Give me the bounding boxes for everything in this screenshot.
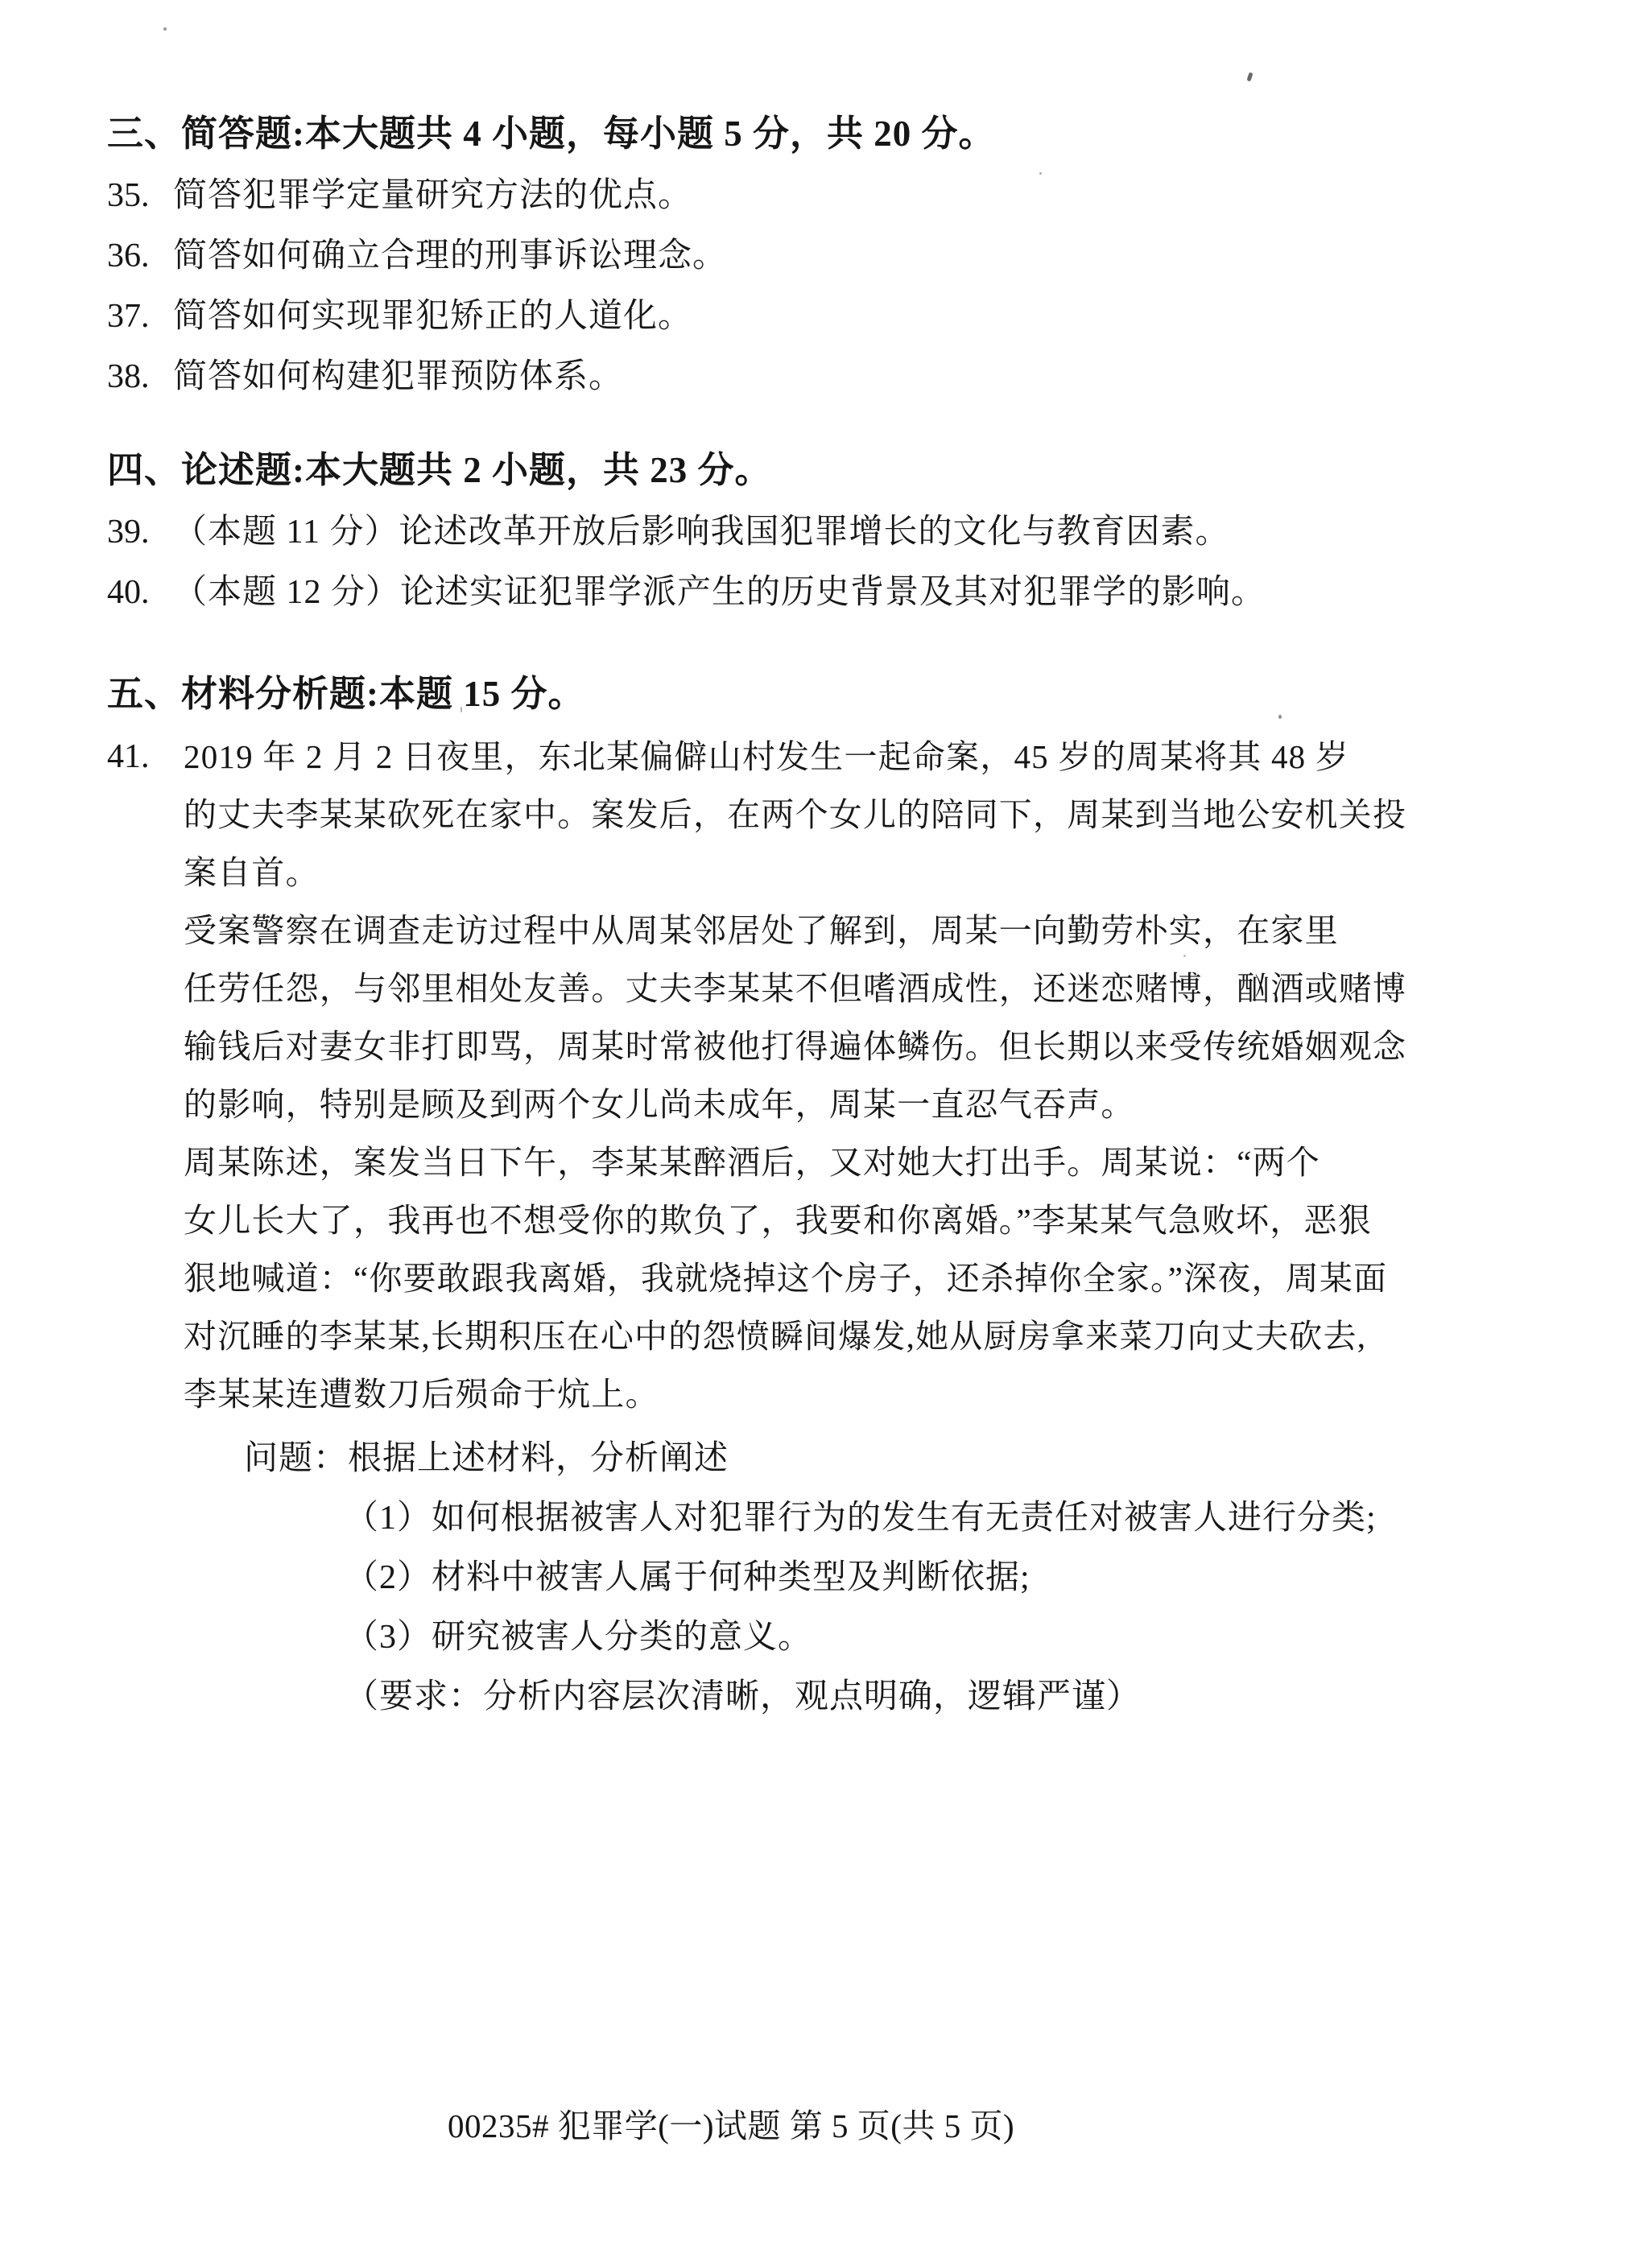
question-text: 简答如何构建犯罪预防体系。 bbox=[173, 358, 624, 395]
sub-question: （3）研究被害人分类的意义。 bbox=[345, 1619, 813, 1656]
question-text: 简答犯罪学定量研究方法的优点。 bbox=[173, 177, 693, 214]
question-item bbox=[107, 287, 1563, 347]
text-line: 对沉睡的李某某,长期积压在心中的怨愤瞬间爆发,她从厨房拿来菜刀向丈夫砍去, bbox=[184, 1318, 1367, 1355]
material-questions-block bbox=[107, 1429, 1563, 1727]
text-line: 输钱后对妻女非打即骂，周某时常被他打得遍体鳞伤。但长期以来受传统婚姻观念 bbox=[184, 1028, 1407, 1065]
text-line: 2019 年 2 月 2 日夜里，东北某偏僻山村发生一起命案，45 岁的周某将其 48 岁 bbox=[184, 738, 1349, 775]
answer-requirement: （要求：分析内容层次清晰，观点明确，逻辑严谨） bbox=[345, 1678, 1142, 1715]
text-line: 女儿长大了，我再也不想受你的欺负了，我要和你离婚。”李某某气急败坏，恶狠 bbox=[184, 1202, 1372, 1239]
question-text: 简答如何实现罪犯矫正的人道化。 bbox=[173, 298, 693, 335]
scan-artifact bbox=[1278, 715, 1282, 719]
text-line: 李某某连遭数刀后殒命于炕上。 bbox=[184, 1376, 659, 1413]
question-text: 简答如何确立合理的刑事诉讼理念。 bbox=[173, 237, 728, 274]
text-line: 案自首。 bbox=[184, 854, 320, 891]
scan-artifact bbox=[1039, 172, 1042, 175]
question-number: 39. bbox=[107, 514, 150, 551]
section-short-answer bbox=[107, 111, 1563, 407]
material-paragraph-2 bbox=[184, 902, 1563, 1133]
text-line: 的影响，特别是顾及到两个女儿尚未成年，周某一直忍气吞声。 bbox=[184, 1086, 1135, 1123]
question-number: 40. bbox=[107, 574, 150, 611]
scan-artifact bbox=[460, 707, 462, 712]
question-list bbox=[107, 166, 1563, 407]
section-heading: 三、简答题:本大题共 4 小题，每小题 5 分，共 20 分。 bbox=[107, 113, 996, 154]
sub-question-list bbox=[345, 1488, 1563, 1667]
question-text: （本题 12 分）论述实证犯罪学派产生的历史背景及其对犯罪学的影响。 bbox=[173, 574, 1266, 611]
text-line: 周某陈述，案发当日下午，李某某醉酒后，又对她大打出手。周某说：“两个 bbox=[184, 1144, 1320, 1181]
material-paragraph-3 bbox=[184, 1133, 1563, 1423]
material-paragraph-1 bbox=[184, 728, 1563, 902]
question-list bbox=[107, 502, 1563, 623]
question-item bbox=[107, 502, 1563, 563]
scan-artifact bbox=[163, 27, 167, 31]
question-number: 35. bbox=[107, 177, 150, 214]
sub-question: （2）材料中被害人属于何种类型及判断依据; bbox=[345, 1559, 1030, 1596]
question-number: 38. bbox=[107, 358, 150, 395]
question-number: 41. bbox=[107, 738, 150, 775]
question-item bbox=[107, 166, 1563, 226]
question-number: 37. bbox=[107, 298, 150, 335]
section-heading: 四、论述题:本大题共 2 小题，共 23 分。 bbox=[107, 450, 772, 490]
scan-artifact bbox=[1246, 72, 1253, 81]
text-line: 受案警察在调查走访过程中从周某邻居处了解到，周某一向勤劳朴实，在家里 bbox=[184, 912, 1339, 949]
text-line: 任劳任怨，与邻里相处友善。丈夫李某某不但嗜酒成性，还迷恋赌博，酗酒或赌博 bbox=[184, 970, 1407, 1007]
question-number: 36. bbox=[107, 237, 150, 274]
page-footer: 00235# 犯罪学(一)试题 第 5 页(共 5 页) bbox=[448, 2107, 1015, 2144]
material-question bbox=[107, 728, 1563, 1727]
scan-artifact bbox=[1183, 955, 1186, 957]
text-line: 狠地喊道：“你要敢跟我离婚，我就烧掉这个房子，还杀掉你全家。”深夜，周某面 bbox=[184, 1260, 1388, 1297]
sub-question: （1）如何根据被害人对犯罪行为的发生有无责任对被害人进行分类; bbox=[345, 1500, 1377, 1537]
question-item bbox=[107, 347, 1563, 407]
material-text bbox=[184, 728, 1563, 1423]
section-essay bbox=[107, 448, 1563, 623]
question-item bbox=[107, 226, 1563, 287]
question-text: （本题 11 分）论述改革开放后影响我国犯罪增长的文化与教育因素。 bbox=[173, 514, 1230, 551]
text-line: 的丈夫李某某砍死在家中。案发后，在两个女儿的陪同下，周某到当地公安机关投 bbox=[184, 796, 1407, 833]
question-item bbox=[107, 563, 1563, 623]
question-intro: 问题：根据上述材料，分析阐述 bbox=[244, 1440, 729, 1477]
section-heading: 五、材料分析题:本题 15 分。 bbox=[107, 674, 585, 714]
section-material-analysis bbox=[107, 671, 1563, 1727]
